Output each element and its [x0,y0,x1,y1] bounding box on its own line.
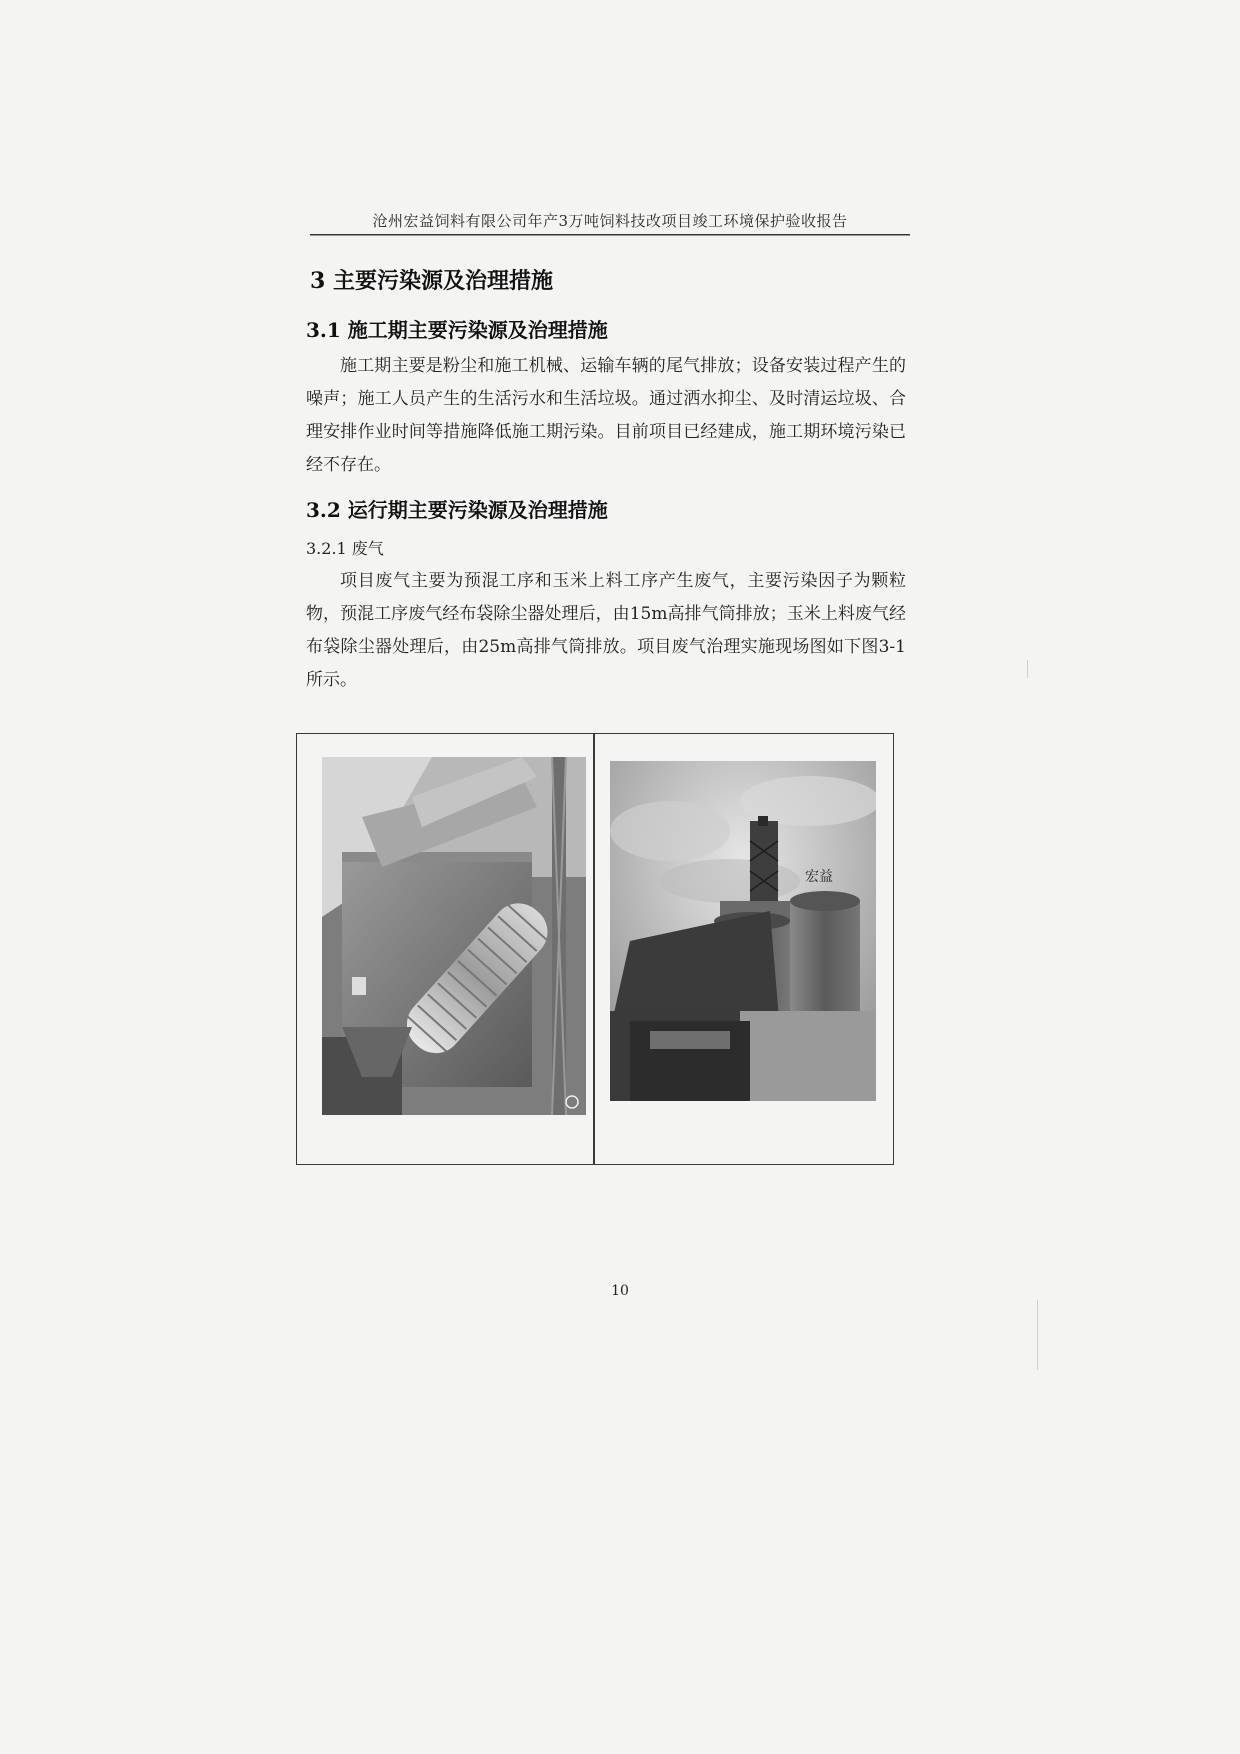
subsection-heading-3-1: 3.1 施工期主要污染源及治理措施 [306,318,608,342]
paragraph-waste-gas: 项目废气主要为预混工序和玉米上料工序产生废气，主要污染因子为颗粒物，预混工序废气经布袋除尘器处理后，由15m高排气筒排放；玉米上料废气经布袋除尘器处理后，由25m高排气筒排放。项目废气治理实施现场图如下图3-1所示。 [306,571,906,690]
scan-artifact [1027,660,1028,678]
silo-sign-text: 宏益 [805,868,833,884]
figure-frame [296,733,894,1165]
header-rule [310,234,910,235]
paragraph-construction-period: 施工期主要是粉尘和施工机械、运输车辆的尾气排放；设备安装过程产生的噪声；施工人员产生的生活污水和生活垃圾。通过洒水抑尘、及时清运垃圾、合理安排作业时间等措施降低施工期污染。目前项目已经建成，施工期环境污染已经不存在。 [306,356,906,475]
scan-artifact [1037,1300,1038,1370]
subsection-heading-3-2: 3.2 运行期主要污染源及治理措施 [306,498,608,522]
exhaust-stack-silo-photo [610,761,876,1101]
bag-filter-dust-collector-photo [322,757,586,1115]
page-number: 10 [611,1283,629,1299]
subsubsection-heading-3-2-1: 3.2.1 废气 [306,539,384,558]
running-header: 沧州宏益饲料有限公司年产3万吨饲料技改项目竣工环境保护验收报告 [372,212,848,230]
section-heading: 3 主要污染源及治理措施 [310,268,553,294]
figure-divider [593,734,595,1164]
